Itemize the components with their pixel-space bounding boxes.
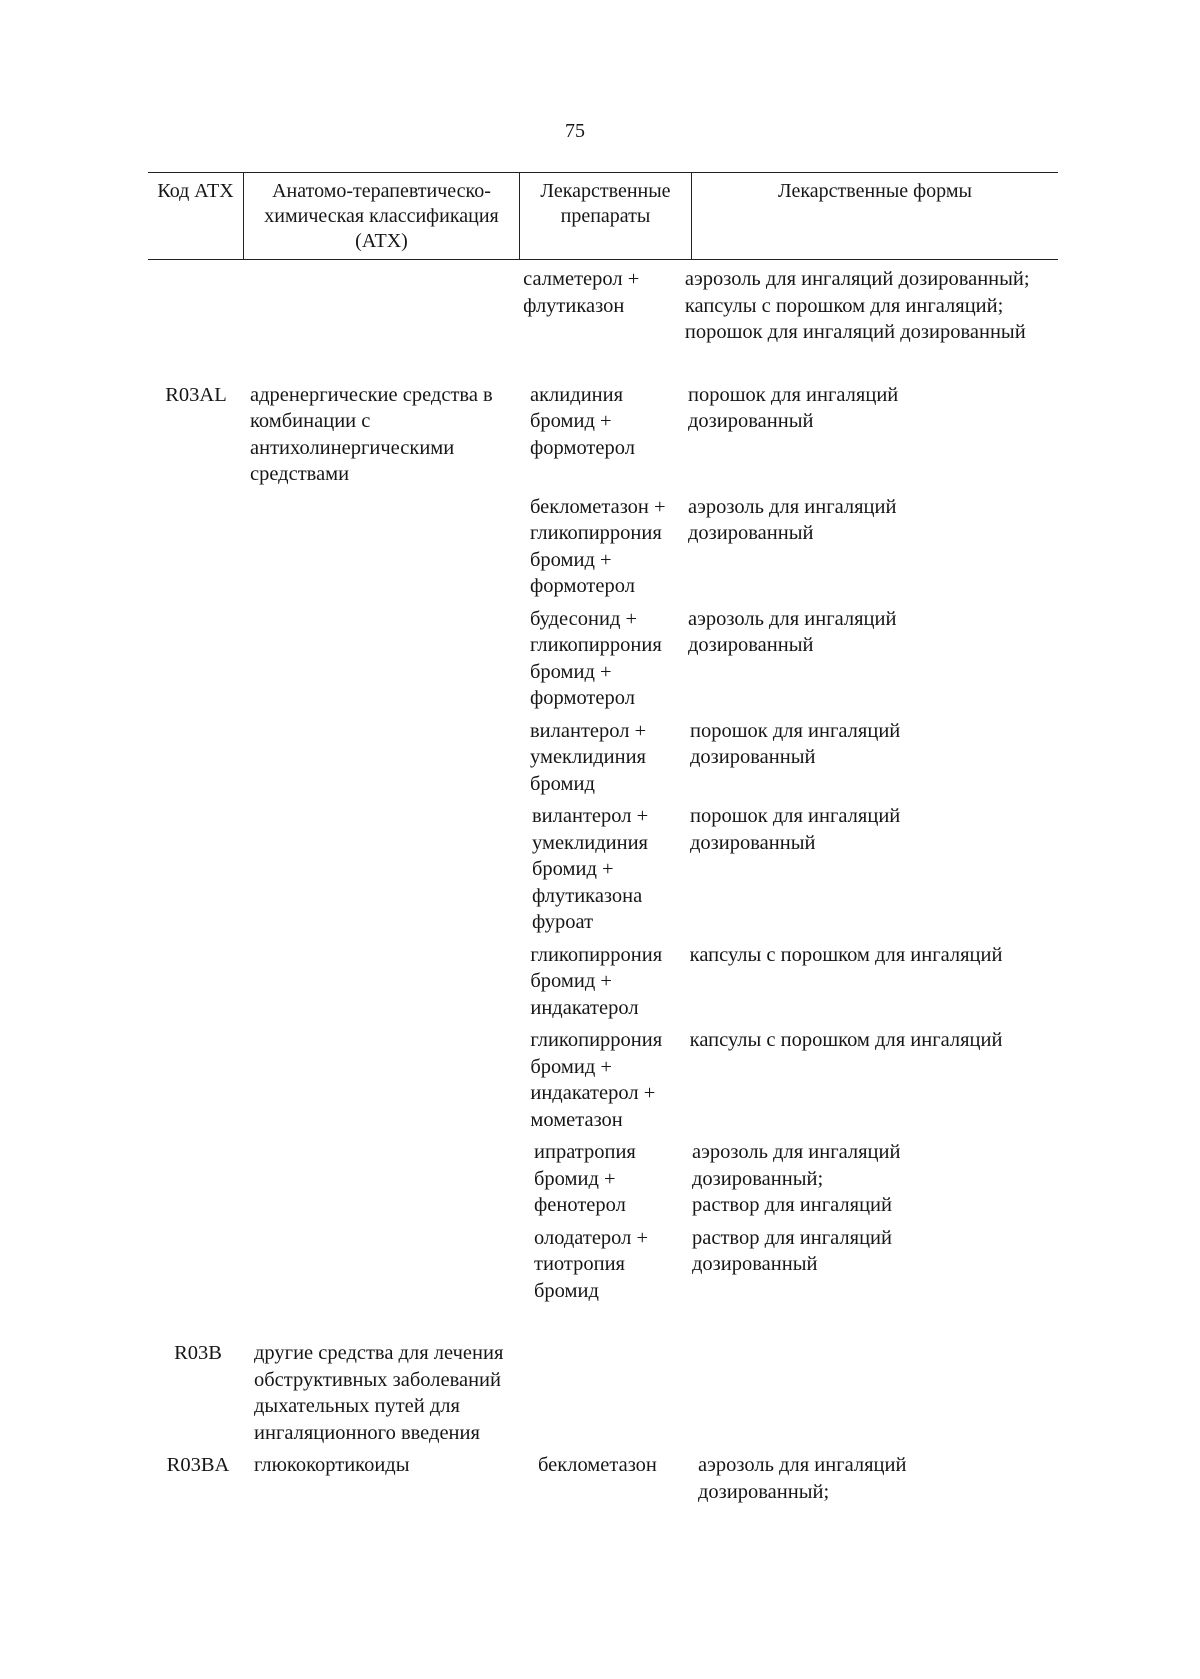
atc-code-cell [148, 1139, 244, 1219]
atc-code-cell: R03BA [166, 1454, 230, 1476]
dosage-form-cell [690, 1340, 1056, 1446]
classification-cell [244, 1225, 514, 1305]
dosage-form-cell: аэрозоль для ингаляций дозированный; [698, 1454, 907, 1503]
classification-cell [244, 718, 514, 798]
atc-code-cell: R03B [174, 1342, 222, 1364]
header-atc-code: Код АТХ [148, 173, 244, 259]
drug-cell: гликопиррония бромид + индакатерол + мометазон [530, 1029, 663, 1131]
classification-cell: адренергические средства в комбинации с антихолинергическими средствами [250, 383, 493, 485]
dosage-form-cell: капсулы с порошком для ингаляций [689, 943, 1003, 966]
table-row [148, 942, 1058, 1022]
classification-cell [244, 494, 514, 600]
drug-cell: ипратропия бромид + фенотерол [534, 1141, 636, 1216]
table-row [148, 718, 1058, 798]
drug-cell [518, 1340, 690, 1446]
table-header [148, 172, 1058, 260]
atc-code-cell [148, 1225, 244, 1305]
table-row [148, 1027, 1058, 1133]
drug-cell: беклометазон [538, 1454, 657, 1476]
drug-cell: вилантерол + умеклидиния бромид + флутиказона фуроат [532, 805, 649, 933]
drug-table [148, 172, 1058, 1505]
drug-cell: аклидиния бромид + формотерол [530, 383, 635, 459]
classification-cell: другие средства для лечения обструктивных заболеваний дыхательных путей для ингаляционного введения [254, 1342, 504, 1444]
dosage-form-cell: раствор для ингаляций дозированный [692, 1226, 892, 1275]
table-row [148, 382, 1058, 488]
dosage-form-cell: порошок для ингаляций дозированный [690, 805, 901, 854]
drug-cell: салметерол + флутиказон [523, 268, 640, 317]
dosage-form-cell: аэрозоль для ингаляций дозированный; капсулы с порошком для ингаляций; порошок для ингаляций дозированный [684, 268, 1030, 343]
classification-cell [244, 1027, 513, 1133]
classification-cell: глюкокортикоиды [254, 1454, 410, 1476]
dosage-form-cell: аэрозоль для ингаляций дозированный [688, 607, 897, 656]
classification-cell [244, 1139, 514, 1219]
dosage-form-cell: порошок для ингаляций дозированный [690, 719, 901, 768]
header-drugs: Лекарственные препараты [520, 173, 692, 259]
table-row [148, 1340, 1058, 1446]
atc-code-cell [148, 718, 244, 798]
classification-cell [244, 803, 514, 936]
atc-code-cell [148, 494, 244, 600]
dosage-form-cell: порошок для ингаляций дозированный [688, 383, 899, 432]
drug-cell: гликопиррония бромид + индакатерол [530, 943, 663, 1019]
dosage-form-cell: аэрозоль для ингаляций дозированный [688, 495, 897, 544]
classification-cell [244, 942, 513, 1022]
atc-code-cell [148, 266, 244, 346]
drug-cell: беклометазон + гликопиррония бромид + формотерол [530, 495, 666, 597]
table-row [148, 1139, 1058, 1219]
drug-cell: олодатерол + тиотропия бромид [534, 1226, 649, 1302]
dosage-form-cell: капсулы с порошком для ингаляций [689, 1029, 1003, 1051]
table-body [148, 260, 1058, 1505]
dosage-form-cell: аэрозоль для ингаляций дозированный; раствор для ингаляций [692, 1141, 901, 1216]
atc-code-cell [148, 803, 244, 936]
table-row [148, 494, 1058, 600]
table-row [148, 266, 1058, 346]
header-dosage-forms: Лекарственные формы [778, 180, 972, 202]
atc-code-cell: R03AL [165, 383, 227, 406]
table-row [148, 1452, 1058, 1505]
atc-code-cell [148, 606, 244, 712]
table-row [148, 1225, 1058, 1305]
atc-code-cell [148, 942, 244, 1022]
atc-code-cell [148, 1027, 244, 1133]
table-row [148, 606, 1058, 712]
header-atc-classification: Анатомо-терапевтическо-химическая классификация (АТХ) [244, 173, 520, 259]
drug-cell: вилантерол + умеклидиния бромид [530, 719, 647, 795]
drug-cell: будесонид + гликопиррония бромид + формотерол [530, 607, 662, 709]
table-row [148, 803, 1058, 936]
page-number: 75 [565, 120, 585, 142]
classification-cell [244, 266, 519, 346]
classification-cell [244, 606, 514, 712]
